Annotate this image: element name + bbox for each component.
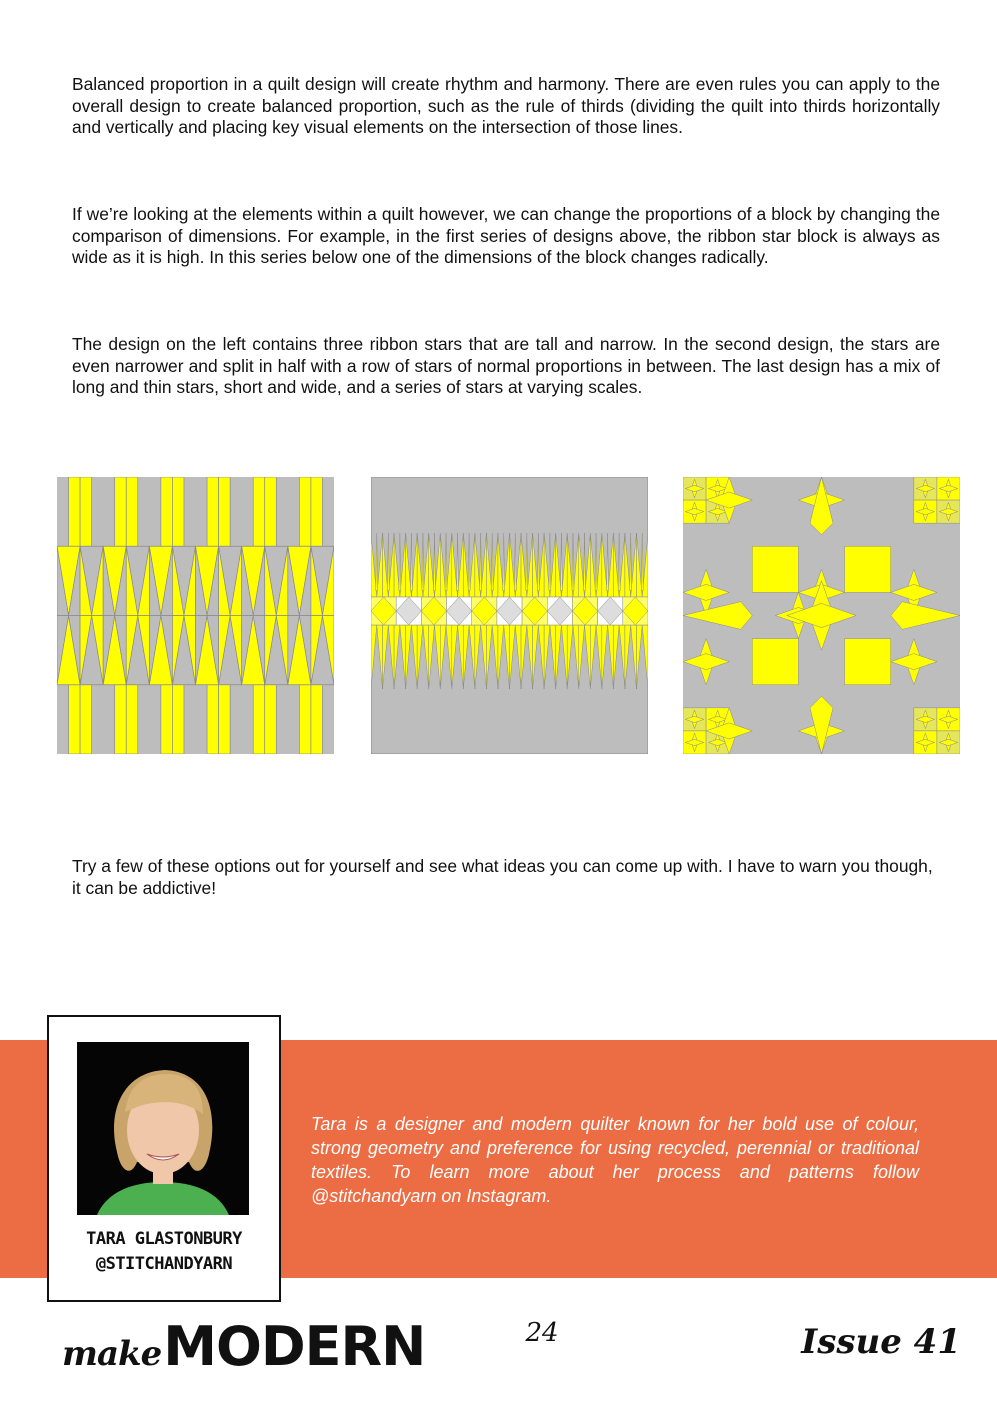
quilt-strip <box>219 685 231 754</box>
paragraph-balanced-proportion: Balanced proportion in a quilt design will create rhythm and harmony. There are even rules you can apply to the overall design to create balanced proportion, such as the rule of thirds (dividing the quilt into thirds horizontally and vertically and placing key visual elements on the intersection of those lines. <box>72 74 940 137</box>
author-handle: @STITCHANDYARN <box>95 1254 233 1274</box>
author-bio: Tara is a designer and modern quilter known for her bold use of colour, strong geometry and preference for using recycled, perennial or traditional textiles. To learn more about her process and patterns follow @stitchandyarn on Instagram. <box>311 1114 919 1206</box>
quilt-strip <box>253 477 265 546</box>
quilt-strip <box>69 477 81 546</box>
quilt-strip <box>126 477 138 546</box>
quilt-strip <box>299 685 311 754</box>
quilt-strip <box>299 477 311 546</box>
quilt-strip <box>265 685 277 754</box>
author-card <box>47 1015 281 1302</box>
quilt-strip <box>311 477 323 546</box>
quilt-strip <box>80 685 92 754</box>
logo-modern-text: MODERN <box>163 1315 426 1378</box>
quilt-design-tall-stars <box>57 477 334 754</box>
paragraph-elements-within-quilt: If we’re looking at the elements within a quilt however, we can change the proportions of a block by changing the comparison of dimensions. For example, in the first series of designs above, the ribbon star block is always as wide as it is high. In this series below one of the dimensions of the block changes radically. <box>72 204 940 267</box>
author-name: TARA GLASTONBURY <box>86 1229 242 1249</box>
quilt-big-square <box>845 546 891 592</box>
quilt-design-mixed-stars <box>683 477 960 754</box>
paragraph-try-options: Try a few of these options out for yourself and see what ideas you can come up with. I have to warn you though, it can be addictive! <box>72 856 933 898</box>
quilt-design-split-stars <box>371 477 648 754</box>
quilt-strip <box>80 477 92 546</box>
quilt-big-square <box>752 639 798 685</box>
quilt-strip <box>207 477 219 546</box>
quilt-strip <box>161 477 173 546</box>
quilt-strip <box>265 477 277 546</box>
quilt-strip <box>172 477 184 546</box>
quilt-strip <box>115 477 127 546</box>
quilt-strip <box>126 685 138 754</box>
quilt-strip <box>219 477 231 546</box>
quilt-big-square <box>845 639 891 685</box>
author-photo <box>77 1042 249 1215</box>
quilt-strip <box>207 685 219 754</box>
issue-number: Issue 41 <box>801 1322 961 1362</box>
quilt-strip <box>311 685 323 754</box>
quilt-strip <box>115 685 127 754</box>
author-portrait-icon <box>77 1042 249 1215</box>
logo-make-text: make <box>62 1334 162 1374</box>
page-number: 24 <box>525 1318 559 1348</box>
quilt-strip <box>172 685 184 754</box>
make-modern-logo <box>62 1312 426 1378</box>
paragraph-design-descriptions: The design on the left contains three ribbon stars that are tall and narrow. In the second design, the stars are even narrower and split in half with a row of stars of normal proportions in between. The last design has a mix of long and thin stars, short and wide, and a series of stars at varying scales. <box>72 334 940 397</box>
quilt-big-square <box>752 546 798 592</box>
quilt-strip <box>161 685 173 754</box>
quilt-strip <box>253 685 265 754</box>
quilt-strip <box>69 685 81 754</box>
